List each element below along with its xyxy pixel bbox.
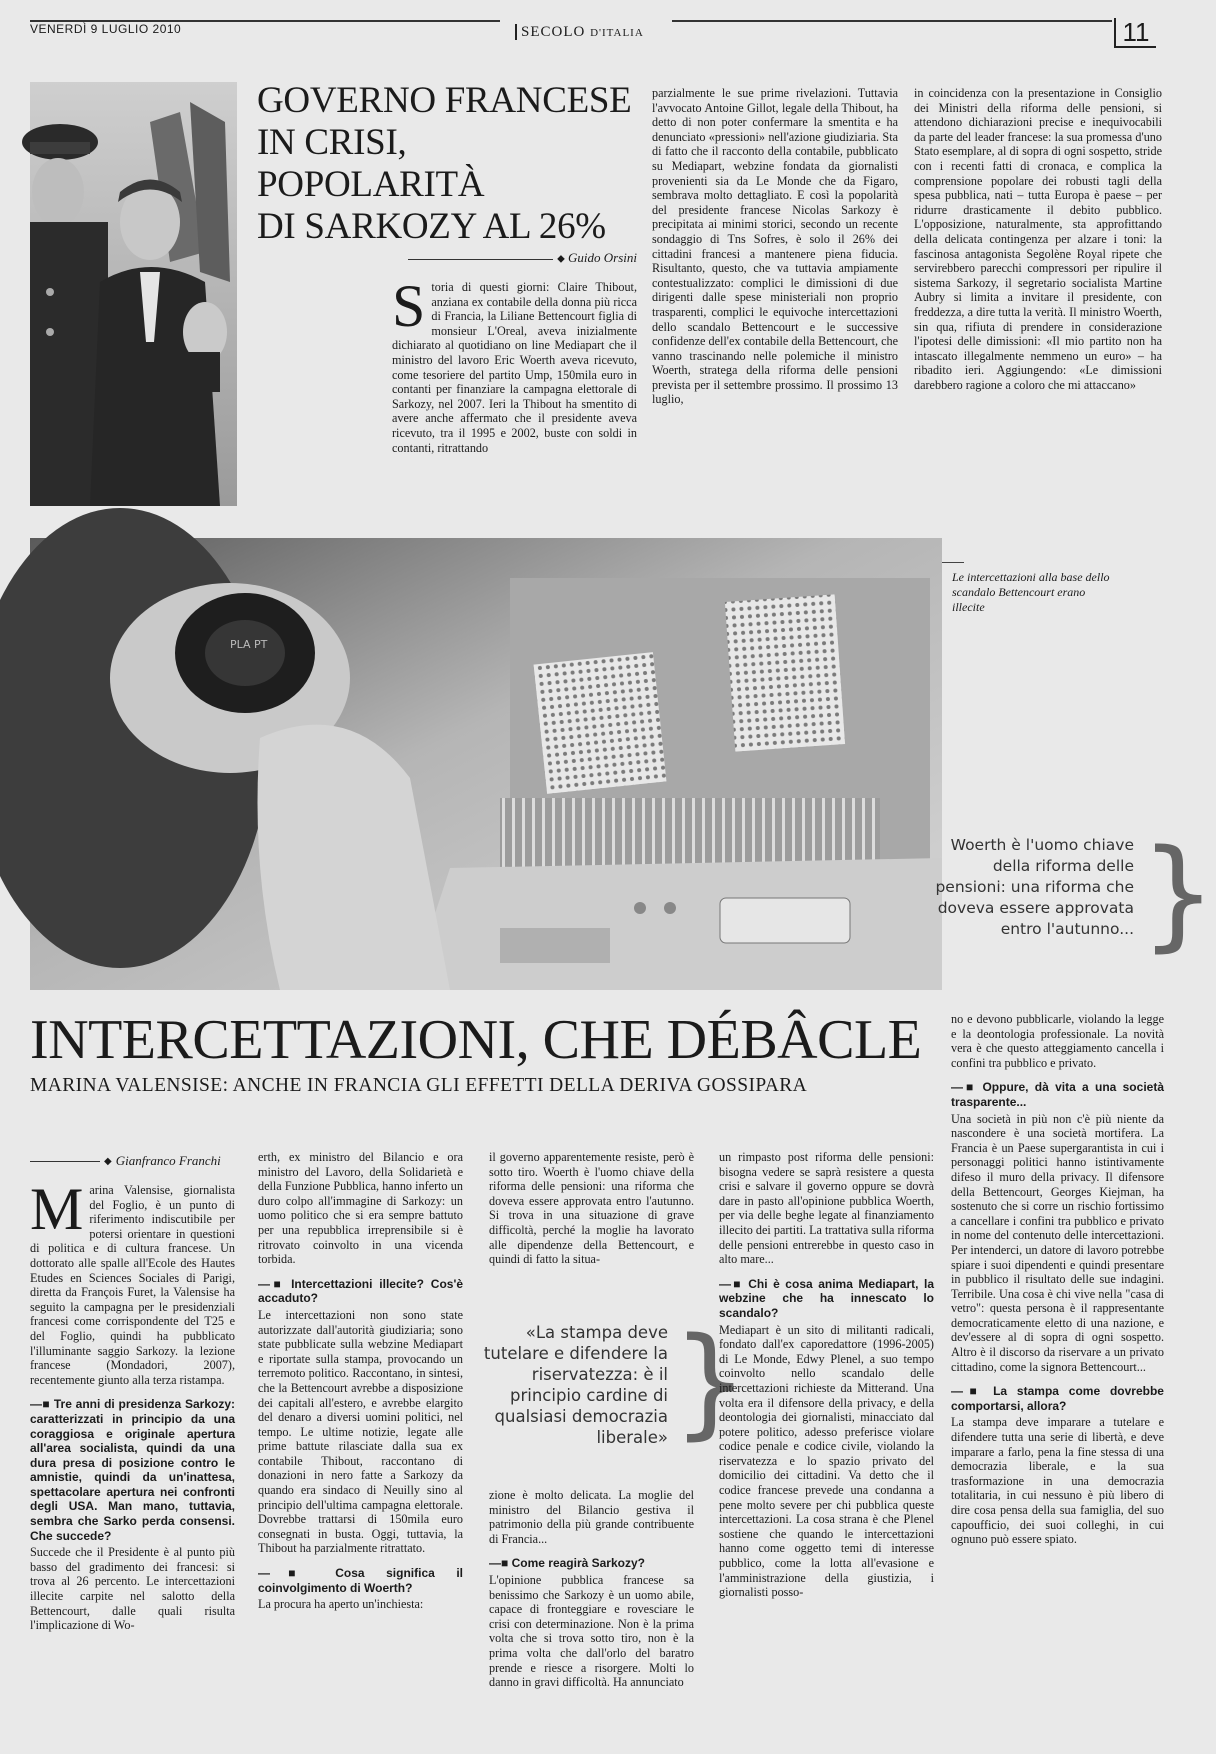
article1-column-3: in coincidenza con la presentazione in Consiglio dei Ministri della riforma delle pensioni, si attendono dichiarazioni precise e inequivocabili da parte del leader francese: la sua promessa d'uno Stato esemplare, al di sopra di ogni sospetto, stride con i recenti fatti di cronaca, e complica la comprensione popolare dei robusti tagli della spesa pubblica, nati – tutta Europa è paese – per ridurre drasticamente il debito pubblico. L'opposizione, naturalmente, sta approfittando della delicata contingenza per alzare i toni: la fascinosa antagonista Segolène Royal ripete che servirebbero parecchi compressori per ripulire il sistema Sarkozy, il segretario socialista Martine Aubry si limita a invitare il presidente, con freddezza, a dire tutta la verità. Il ministro Woerth, sin qua, rifiuta di prendere in considerazione l'ipotesi delle dimissioni: «Il mio partito non ha intascato illegalmente nemmeno un euro» – ha ribadito ieri. Aggiungendo: «Le dimissioni darebbero ragione a coloro che mi attaccano» [914, 86, 1162, 392]
article2-column-3-bottom [489, 1488, 694, 1743]
question-text: Intercettazioni illecite? Cos'è accaduto? [258, 1276, 463, 1306]
headline-line: GOVERNO FRANCESE [257, 80, 632, 121]
body-text: un rimpasto post riforma delle pensioni: bisogna vedere se saprà resistere a questa crisi e salvare il governo oppure se dovrà dare in pasto all'opinione pubblica Woerth, per via delle beghe legate al finanziamento illecito dei partiti. La trattativa sulla riforma delle pensioni entrerebbe in questo caso in alto mare... [719, 1150, 934, 1267]
answer-text: La procura ha aperto un'inchiesta: [258, 1597, 424, 1612]
headline-line: IN CRISI, POPOLARITÀ [257, 122, 485, 205]
answer-text: Succede che il Presidente è al punto più basso del gradimento dei francesi: si trova al 26 percento. Le intercettazioni illecite carpite nel salotto della Bettencourt, dalle quali risulta l'implicazione di Wo- [30, 1545, 235, 1633]
question-heading [951, 1080, 1164, 1109]
masthead-rule-right [672, 20, 1112, 22]
square-bullet-icon: —■ [719, 1276, 749, 1291]
question-heading [30, 1397, 235, 1543]
article1-column-1 [392, 273, 637, 502]
question-text: Chi è cosa anima Mediapart, la webzine che ha innescato lo scandalo? [719, 1276, 934, 1320]
question-text: Cosa significa il coinvolgimento di Woerth? [258, 1566, 463, 1595]
body-text: no e devono pubblicarle, violando la legge e la deontologia professionale. La novità vera è che questo atteggiamento cancella i confini tra pubblico e privato. [951, 1012, 1164, 1070]
body-text: erth, ex ministro del Bilancio e ora ministro del Lavoro, della Solidarietà e della Funzione Pubblica, hanno inferto un duro colpo all'immagine di Sarkozy: un uomo politico che si era sempre battuto per una repubblica irreprensibile si è ritrovato coinvolto in una vicenda torbida. [258, 1150, 463, 1267]
square-bullet-icon: —■ [258, 1276, 292, 1291]
square-bullet-icon: —■ [951, 1080, 983, 1095]
headphone-label: PLA PT [230, 638, 268, 651]
diamond-icon: ◆ [104, 1155, 112, 1167]
article2-column-3-top: il governo apparentemente resiste, però è sotto tiro. Woerth è l'uomo chiave della riforma delle pensioni: una riforma che doveva essere approvata entro l'autunno. Si trova in una situazione di grave difficoltà, perché la moglie ha lavorato alle dipendenze della Bettencourt, e quindi di fatto la situa- [489, 1150, 694, 1267]
dropcap: M [30, 1176, 84, 1242]
question-heading [951, 1384, 1164, 1413]
question-heading [719, 1277, 934, 1321]
diamond-icon: ◆ [557, 253, 565, 265]
brace-icon: } [1140, 825, 1216, 964]
issue-date: VENERDÌ 9 LUGLIO 2010 [30, 22, 182, 36]
byline-rule [408, 259, 553, 260]
question-heading [258, 1566, 463, 1595]
dropcap: S [392, 273, 426, 339]
body-text: zione è molto delicata. La moglie del ministro del Bilancio gestiva il patrimonio della più grande contribuente di Francia... [489, 1488, 694, 1546]
headline-line: DI SARKOZY AL 26% [257, 206, 606, 247]
page-number: 11 [1114, 18, 1156, 48]
author-name: Guido Orsini [568, 250, 637, 265]
wiretap-photo [30, 538, 942, 990]
article1-headline [257, 80, 637, 248]
article2-subheadline: MARINA VALENSISE: ANCHE IN FRANCIA GLI EFFETTI DELLA DERIVA GOSSIPARA [30, 1075, 808, 1096]
author-name: Gianfranco Franchi [115, 1153, 221, 1168]
photo-caption: Le intercettazioni alla base dello scandalo Bettencourt erano illecite [952, 570, 1110, 614]
square-bullet-icon: —■ [30, 1397, 54, 1412]
answer-text: L'opinione pubblica francese sa benissimo che Sarkozy è un uomo abile, capace di fronteggiare e rovesciare le crisi con determinazione. Non è la prima volta che si trova sotto tiro, non è la prima volta che dall'orlo del baratro prende e riesce a risorgere. Molti lo danno in gravi difficoltà. Ha annunciato [489, 1572, 694, 1690]
body-text: toria di questi giorni: Claire Thibout, anziana ex contabile della donna più ricca di Francia, la Liliane Bettencourt figlia di monsieur L'Oreal, aveva inizialmente dichiarato al quotidiano on line Mediapart che il ministro del lavoro Eric Woerth aveva ricevuto, come tesoriere del partito Ump, 150mila euro in contanti per finanziare la campagna elettorale di Sarkozy, nel 2007. Ieri la Thibout ha smentito di avere anche affermato che il presidente aveva ricevuto, tra il 1995 e 2002, buste con soldi in contanti, ritrattando [392, 280, 637, 455]
newspaper-name [515, 24, 644, 41]
answer-text: Le intercettazioni non sono state autorizzate dall'autorità giudiziaria; sono state pubblicate sulla webzine Mediapart e riportate sulla stampa, provocando un terremoto politico. Raccontano, in sintesi, che la Bettencourt avrebbe a disposizione dei capitali all'estero, e avrebbe elargito del denaro a diversi uomini politici, nel tempo. Le ultime notizie, legate alle prime battute rilasciate dalla sua ex contabile Thibout, raccontano di donazioni in nero fatte a Sarkozy da quando era sindaco di Neuilly sino al principio dell'ultima campagna elettorale. Dovrebbe trattarsi di 150mila euro consegnati in busta. Oggi, tuttavia, la Thibout ha parzialmente ritrattato. [258, 1307, 463, 1556]
caption-rule [942, 562, 964, 563]
question-heading [258, 1277, 463, 1306]
article1-column-2: parzialmente le sue prime rivelazioni. Tuttavia l'avvocato Antoine Gillot, legale della Thibout, ha detto di non poter confermare la smentita e ha denunciato «pressioni» nell'azione giudiziaria. Sta di fatto che il racconto della contabile, pubblicato su Mediapart, webzine fondata da giornalisti provenienti sia da Le Monde che da Figaro, sembrava molto dettagliato. E così la popolarità del presidente francese Nicolas Sarkozy è precipitata ai minimi storici, secondo un recente sondaggio di Tns Sofres, è solo il 26% dei cittadini francesi a mantenere piena fiducia. Risultanto, questo, che va tuttavia ampiamente contestualizzato: complici le dimissioni di due dirigenti dalle spese ministeriali non proprio trasparenti, complici le equivoche intercettazioni dello scandalo Bettencourt e le successive confidenze dell'ex contabile della Bettencourt, che vanno trascinando nelle polemiche il ministro Woerth, stratega della riforma delle pensioni prevista per il settembre prossimo. Il prossimo 13 luglio, [652, 86, 898, 407]
article2-column-2 [258, 1150, 463, 1743]
article1-byline [392, 250, 637, 266]
pullquote-woerth: Woerth è l'uomo chiave della riforma delle pensioni: una riforma che doveva essere approvata entro l'autunno... [935, 836, 1134, 938]
answer-text: Una società in più non c'è più niente da nascondere è una società mortifera. La Francia è un Paese supergarantista in cui i personaggi politici hanno istintivamente difeso il muro della privacy. Il difensore della Bettencourt, Georges Kiejman, ha sostenuto che si corre un rischio fortissimo a cancellare i confini tra pubblico e privato in nome del contenuto delle intercettazioni. Per intenderci, un datore di lavoro potrebbe spiare i suoi dipendenti e quindi presentare in pubblico il risultato delle sue indagini. Terribile. Una cosa è chi vive nella "casa di vetro": questa persona è il rappresentante democraticamente eletto di una nazione, e dev'essere al di sopra di ogni sospetto. Altro è il discorso da riservare a un privato cittadino, come la signora Bettencourt... [951, 1111, 1164, 1374]
square-bullet-icon: —■ [258, 1566, 336, 1581]
pullquote-stampa: «La stampa deve tutelare e difendere la riservatezza: è il principio cardine di qualsiasi democrazia liberale» [483, 1323, 668, 1447]
question-text: La stampa come dovrebbe comportarsi, allora? [951, 1384, 1164, 1413]
answer-text: Mediapart è un sito di militanti radicali, fondato dall'ex caporedattore (1996-2005) di Le Monde, Edwy Plenel, a suo tempo coinvolto nello scandalo delle intercettazioni richieste da Mitterand. Una volta era il difensore della privacy, e della deontologia dei giornalisti, minacciato dal potere politico, adesso preferisce violare codice penale e codice civile, violando la riservatezza e lo spazio privato del domicilio dei cittadini. Va detto che il codice francese prevede una condanna a pene molto severe per chi pubblica queste intercettazioni. La cosa strana è che Plenel sostiene che quando le intercettazioni hanno come oggetto temi di interesse pubblico, come la lotta all'evasione e l'amministrazione della giustizia, i giornalisti posso- [719, 1322, 934, 1600]
body-text: arina Valensise, giornalista del Foglio, è un punto di riferimento indiscutibile per potersi orientare in questioni di politica e di cultura francese. Un dottorato alle spalle all'Ecole des Hautes Etudes en Sciences Sociales di Parigi, diretta da François Furet, la Valensise ha seguito la campagna per le presidenziali francesi come corrispondente del T25 e del Foglio, quindi ha pubblicato l'illuminante saggio Sarkozy. la lezione francese (Mondadori, 2007), recentemente giunto alla terza ristampa. [30, 1183, 235, 1387]
square-bullet-icon: —■ [489, 1556, 512, 1571]
brace-icon: } [672, 1313, 749, 1452]
byline-rule [30, 1161, 100, 1162]
question-text: Come reagirà Sarkozy? [511, 1556, 645, 1571]
article2-byline [30, 1152, 235, 1170]
square-bullet-icon: —■ [951, 1384, 994, 1399]
question-heading [489, 1556, 694, 1571]
answer-text: La stampa deve imparare a tutelare e difendere tutta una serie di libertà, e deve imparare a farlo, pena la fine stessa di una democrazia liberale, e la sua trasformazione in una democrazia totalitaria, in cui nessuno è più libero di dire cosa pensa della sua famiglia, del suo capoufficio, dei suoi colleghi, in cui ognuno può essere spiato. [951, 1415, 1164, 1547]
sarkozy-photo [30, 82, 237, 506]
newspaper-title-suffix: D'ITALIA [590, 27, 644, 39]
newspaper-title: SECOLO [515, 24, 585, 40]
question-text: Oppure, dà vita a una società trasparente... [951, 1080, 1164, 1109]
article2-column-4 [719, 1150, 934, 1743]
article2-headline: INTERCETTAZIONI, CHE DÉBÂCLE [30, 1009, 922, 1071]
article2-column-1 [30, 1176, 235, 1743]
question-text: Tre anni di presidenza Sarkozy: caratterizzati in principio da una coraggiosa e originale apertura all'area socialista, quindi da una dura presa di posizione contro le amnistie, quindi da un'inattesa, spettacolare apertura nei confronti degli USA. Man mano, tuttavia, sembra che Sarko perda consensi. Che succede? [30, 1397, 235, 1543]
article2-column-5 [951, 1012, 1164, 1743]
